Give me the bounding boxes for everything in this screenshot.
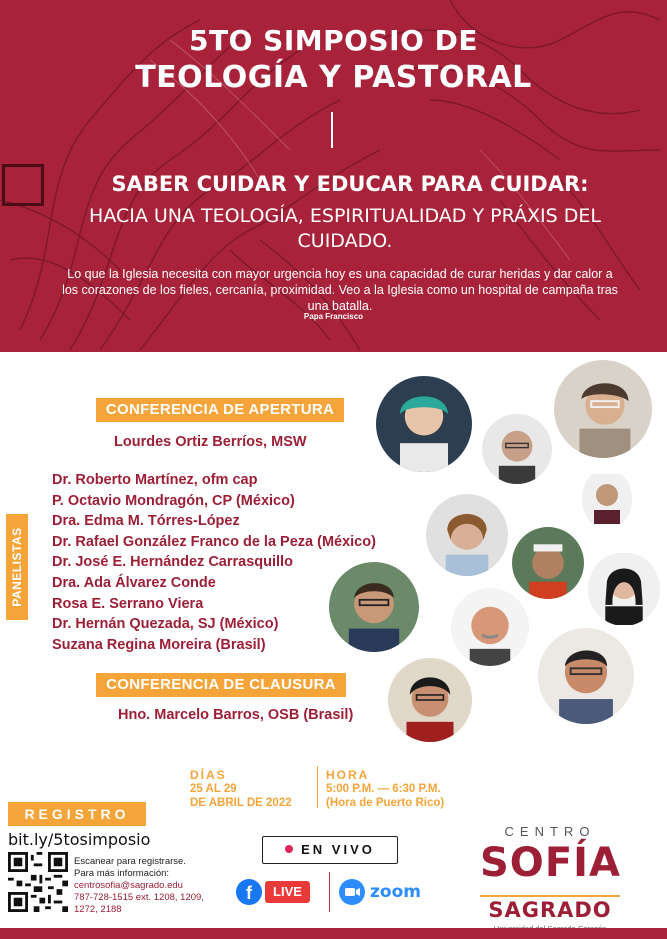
scan-text: Escanear para registrarse. — [74, 856, 186, 867]
time-label: HORA — [326, 768, 370, 782]
speaker-photo — [588, 552, 660, 626]
registration-label: REGISTRO — [8, 802, 146, 826]
registration-info — [74, 856, 204, 916]
panelist-list — [52, 470, 376, 655]
speaker-photo — [376, 376, 472, 472]
logo-sagrado: SAGRADO — [488, 898, 612, 922]
quote-author: Papa Francisco — [303, 312, 364, 321]
panelists-tab — [6, 514, 28, 620]
speaker-photo — [451, 588, 529, 666]
title-line-2: TEOLOGÍA Y PASTORAL — [135, 60, 532, 95]
contact-phone-line-1: 787-728-1515 ext. 1208, 1209, — [74, 892, 204, 903]
live-dot-icon — [285, 845, 293, 853]
speaker-photo — [426, 494, 508, 576]
decorative-square — [2, 164, 44, 206]
panelist-item: Dr. José E. Hernández Carrasquillo — [52, 554, 293, 571]
closing-label: CONFERENCIA DE CLAUSURA — [96, 673, 346, 697]
speaker-photo — [482, 414, 552, 484]
speaker-photo — [538, 628, 634, 724]
speaker-photo — [582, 468, 632, 530]
panelist-item: Suzana Regina Moreira (Brasil) — [52, 636, 266, 653]
facebook-live-badge[interactable]: LIVE — [265, 881, 310, 903]
closing-speaker: Hno. Marcelo Barros, OSB (Brasil) — [118, 707, 354, 723]
contact-email[interactable]: centrosofia@sagrado.edu — [74, 880, 183, 891]
panelist-item: Dra. Ada Álvarez Conde — [52, 574, 216, 591]
subtitle-line-2: HACIA UNA TEOLOGÍA, ESPIRITUALIDAD Y PRÁXIS DEL CUIDADO. — [89, 205, 601, 252]
logo-sofia: SOFÍA — [480, 840, 621, 886]
logo-underline — [480, 895, 620, 897]
days-line-2: DE ABRIL DE 2022 — [190, 797, 292, 809]
en-vivo-text: EN VIVO — [301, 842, 375, 857]
registration-link[interactable]: bit.ly/5tosimposio — [8, 830, 151, 849]
time-line-1: 5:00 P.M. — 6:30 P.M. — [326, 783, 441, 795]
days-line-1: 25 AL 29 — [190, 783, 237, 795]
en-vivo-badge — [262, 836, 398, 864]
contact-phone-line-2: 1272, 2188 — [74, 904, 122, 915]
panelist-item: Rosa E. Serrano Viera — [52, 595, 204, 612]
opening-label: CONFERENCIA DE APERTURA — [96, 398, 344, 422]
bottom-bar — [0, 928, 667, 939]
more-info-text: Para más información: — [74, 868, 170, 879]
subtitle-line-1: SABER CUIDAR Y EDUCAR PARA CUIDAR: — [111, 172, 589, 196]
schedule-separator — [317, 766, 318, 808]
divider-bar — [331, 112, 333, 148]
speaker-photo — [329, 562, 419, 652]
logo-centro: CENTRO — [504, 824, 596, 839]
panelist-item: Dr. Rafael González Franco de la Peza (México) — [52, 533, 376, 550]
hero-banner — [0, 0, 667, 352]
live-separator — [329, 872, 330, 912]
zoom-icon[interactable] — [339, 879, 365, 905]
facebook-icon[interactable]: f — [236, 879, 262, 905]
panelist-item: Dra. Edma M. Tórres-López — [52, 513, 240, 530]
panelist-item: Dr. Hernán Quezada, SJ (México) — [52, 616, 279, 633]
time-line-2: (Hora de Puerto Rico) — [326, 797, 445, 809]
qr-code-icon[interactable] — [8, 852, 68, 912]
zoom-text[interactable]: zoom — [370, 882, 421, 902]
title-line-1: 5TO SIMPOSIO DE — [189, 24, 478, 57]
speaker-photo — [388, 658, 472, 742]
speaker-photo — [512, 527, 584, 599]
speaker-photo — [554, 360, 652, 458]
panelists-label: PANELISTAS — [10, 527, 24, 607]
opening-speaker: Lourdes Ortiz Berríos, MSW — [114, 434, 307, 450]
panelist-item: Dr. Roberto Martínez, ofm cap — [52, 472, 258, 488]
panelist-item: P. Octavio Mondragón, CP (México) — [52, 492, 295, 509]
pope-quote: Lo que la Iglesia necesita con mayor urgencia hoy es una capacidad de curar heridas y dar calor a los corazones de los fieles, cercanía, proximidad. Veo a la Iglesia como un hospital de campaña tras una batalla. — [62, 267, 618, 313]
days-label: DÍAS — [190, 768, 227, 782]
